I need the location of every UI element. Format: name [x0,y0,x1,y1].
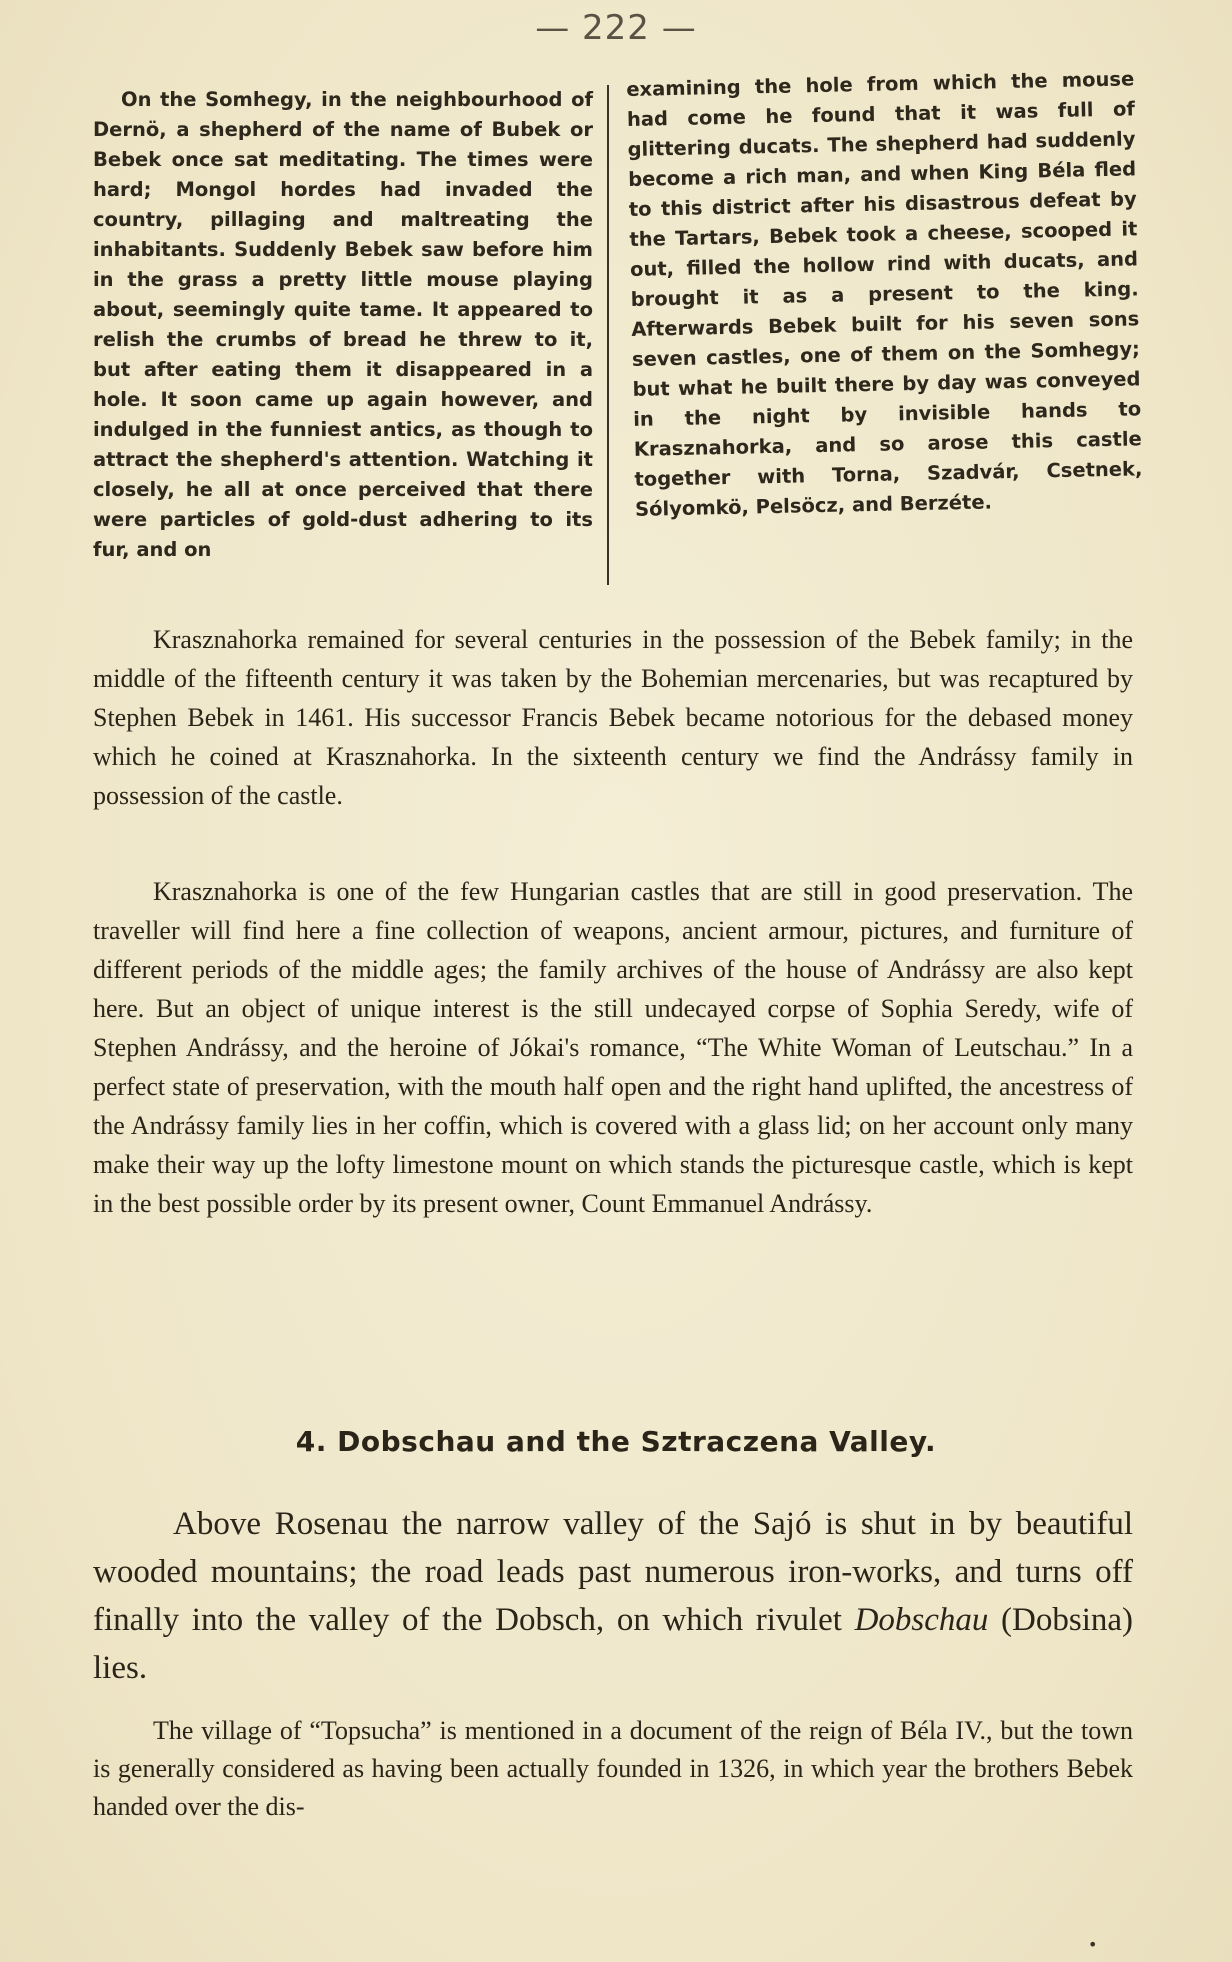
paragraph-krasznahorka-history: Krasznahorka remained for several centuries in the possession of the Bebek family; in the middle of the fifteenth century it was taken by the Bohemian mercenaries, but was recaptured by Stephen Bebek in 1461. His successor Francis Bebek became notorious for the debased money which he coined at Krasznahorka. In the sixteenth century we find the Andrássy family in possession of the castle. [93,625,1133,810]
lead-italic-place: Dobschau [854,1602,989,1638]
paragraph-krasznahorka-preservation: Krasznahorka is one of the few Hungarian castles that are still in good preservation. The traveller will find here a fine collection of weapons, ancient armour, pictures, and furniture of different periods of the middle ages; the family archives of the house of Andrássy are also kept here. But an object of unique interest is the still undecayed corpse of Sophia Seredy, wife of Stephen Andrássy, and the heroine of Jókai's romance, “The White Woman of Leutschau.” In a perfect state of preservation, with the mouth half open and the right hand uplifted, the ancestress of the Andrássy family lies in her coffin, which is covered with a glass lid; on her account only many make their way up the lofty limestone mount on which stands the picturesque castle, which is kept in the best possible order by its present owner, Count Emmanuel Andrássy. [93,877,1133,1218]
section-lead-paragraph [93,1500,1133,1692]
stray-ink-mark: • [1088,1935,1098,1954]
column-divider [607,85,609,585]
paragraph-topsucha: The village of “Topsucha” is mentioned in a document of the reign of Béla IV., but the town is generally considered as having been actually founded in 1326, in which year the brothers Bebek handed over the dis- [93,1716,1133,1821]
page-number: — 222 — [535,8,697,48]
lead-text-start: Above Rosenau the narrow valley of the Sajó is shut in by beautiful wooded mountains; the road leads past numerous iron-works, and turns off finally into the valley of the Dobsch, on which rivulet [93,1506,1133,1638]
lead-text-end: (Dobsina) lies. [93,1602,1134,1686]
legend-column-right: examining the hole from which the mouse had come he found that it was full of glittering ducats. The shepherd had suddenly become a rich man, and when King Béla fled to this district after his disastrous defeat by the Tartars, Bebek took a cheese, scooped it out, filled the hollow rind with ducats, and brought it as a present to the king. Afterwards Bebek built for his seven sons seven castles, one of them on the Somhegy; but what he built there by day was conveyed in the night by invisible hands to Krasznahorka, and so arose this castle together with Torna, Szadvár, Csetnek, Sólyomkö, Pelsöcz, and Berzéte. [626,67,1143,521]
section-heading: 4. Dobschau and the Sztraczena Valley. [295,1425,937,1458]
legend-column-left: On the Somhegy, in the neighbourhood of Dernö, a shepherd of the name of Bubek or Bebek once sat meditating. The times were hard; Mongol hordes had invaded the country, pillaging and maltreating the inhabitants. Suddenly Bebek saw before him in the grass a pretty little mouse playing about, seemingly quite tame. It appeared to relish the crumbs of bread he threw to it, but after eating them it disappeared in a hole. It soon came up again however, and indulged in the funniest antics, as though to attract the shepherd's attention. Watching it closely, he all at once perceived that there were particles of gold-dust adhering to its fur, and on [93,88,593,561]
